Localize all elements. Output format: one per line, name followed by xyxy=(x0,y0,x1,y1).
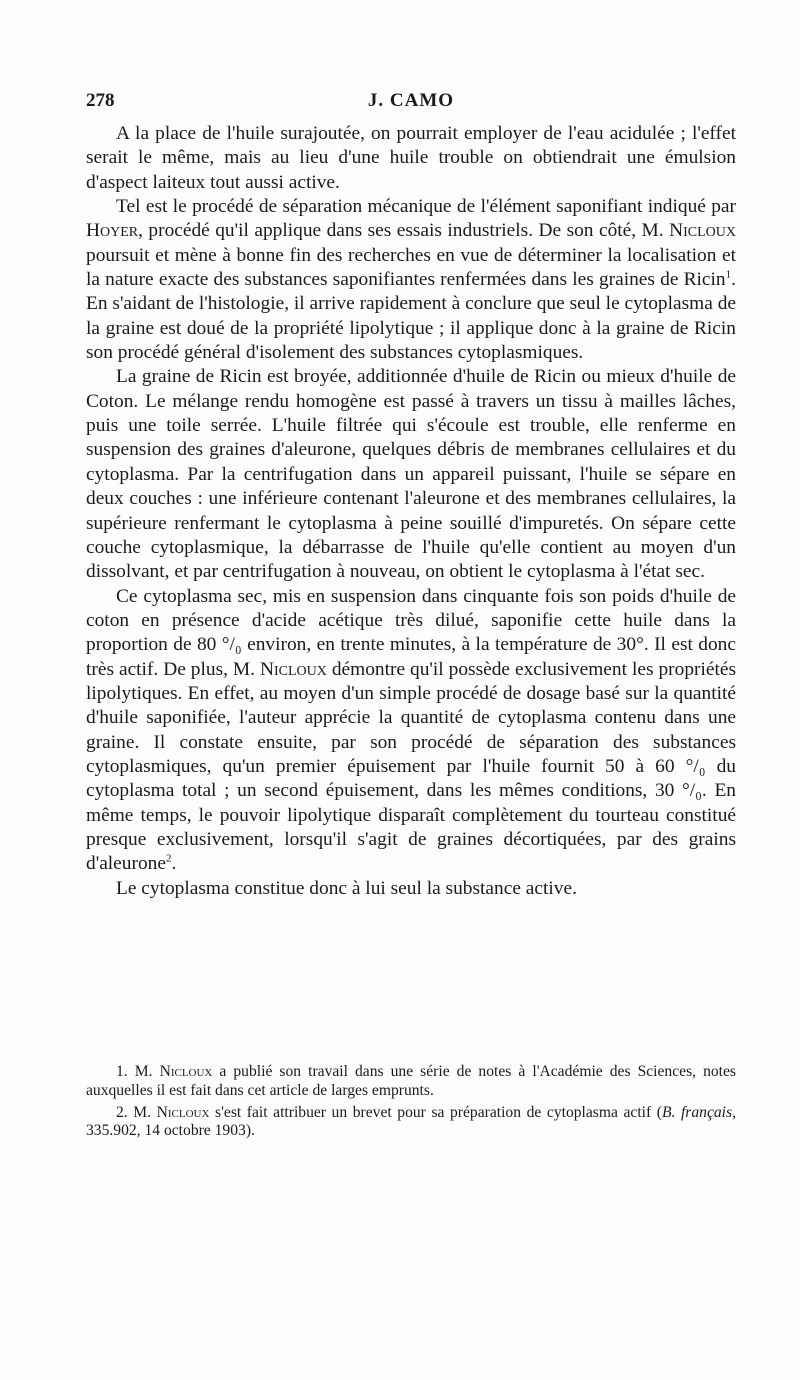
page-header xyxy=(86,90,736,120)
body-text xyxy=(86,122,736,901)
author-name: Nicloux xyxy=(259,658,327,680)
footnotes xyxy=(86,1063,736,1144)
footnote-ref-1: 1 xyxy=(725,268,732,281)
author-name: Nicloux xyxy=(156,1103,210,1121)
text-run: a publié son travail dans une série de notes à l'Académie des Sciences, notes auxquelles il est fait dans cet article de larges emprunts. xyxy=(86,1063,737,1099)
text-run: . En s'aidant de l'histologie, il arrive rapidement à conclure que seul le cytoplasma de la graine est doué de la propriété lipolytique ; il applique donc à la graine de Ricin son procédé général d'isolement des substances cytoplasmiques. xyxy=(86,269,736,364)
paragraph-3: La graine de Ricin est broyée, additionnée d'huile de Ricin ou mieux d'huile de Coton. Le mélange rendu homogène est passé à travers un tissu à mailles lâches, puis une toile serrée. L'huile filtrée qui s'écoule est trouble, elle renferme en suspension des graines d'aleurone, quelques débris de membranes cellulaires et du cytoplasma. Par la centrifugation dans un appareil puissant, l'huile se sépare en deux couches : une inférieure contenant l'aleurone et des membranes cellulaires, la supérieure renfermant le cytoplasma à peine souillé d'impuretés. On sépare cette couche cytoplasmique, la débarrasse de l'huile qu'elle contient au moyen d'un dissolvant, et par centrifugation à nouveau, on obtient le cytoplasma à l'état sec. xyxy=(86,366,736,583)
author-name: Nicloux xyxy=(669,220,736,242)
paragraph-2 xyxy=(86,195,736,365)
author-name: Hoyer xyxy=(86,220,139,242)
running-head: J. CAMO xyxy=(367,90,455,111)
author-name: Nicloux xyxy=(159,1063,213,1080)
footnote-ref-2: 2 xyxy=(165,852,172,865)
paragraph-5: Le cytoplasma constitue donc à lui seul la substance active. xyxy=(116,877,577,899)
text-run: Tel est le procédé de séparation mécanique de l'élément saponifiant indiqué par xyxy=(116,196,736,218)
text-run: . xyxy=(171,853,177,875)
patent-reference: B. français xyxy=(661,1103,733,1121)
footnote-number: 2. M. xyxy=(116,1103,157,1121)
text-run: poursuit et mène à bonne fin des recherches en vue de déterminer la localisation et la nature exacte des substances saponifiantes renfermées dans les graines de Ricin xyxy=(86,244,736,291)
text-run: démontre qu'il possède exclusivement les propriétés lipolytiques. En effet, au moyen d'un simple procédé de dosage basé sur la quantité d'huile saponifiée, l'auteur apprécie la quantité de cytoplasma contenu dans une graine. Il constate ensuite, par son procédé de séparation des substances cytoplasmiques, qu'un premier épuisement par l'huile fournit 50 à 60 °/₀ du cytoplasma total ; un second épuisement, dans les mêmes conditions, 30 °/₀. En même temps, le pouvoir lipolytique disparaît complètement du tourteau constitué presque exclusivement, lorsqu'il s'agit de graines décortiquées, par des grains d'aleurone xyxy=(86,658,736,875)
footnote-2 xyxy=(86,1104,736,1142)
text-run: Ce cytoplasma sec, mis en suspension dans cinquante fois son poids d'huile de coton en présence d'acide acétique très dilué, saponifie cette huile dans la proportion de 80 °/₀ environ, en trente minutes, à la température de 30°. Il est donc très actif. De plus, M. xyxy=(86,585,736,680)
page-number: 278 xyxy=(86,90,115,111)
paragraph-1: A la place de l'huile surajoutée, on pourrait employer de l'eau acidulée ; l'effet serait le même, mais au lieu d'une huile trouble on obtiendrait une émulsion d'aspect laiteux tout aussi active. xyxy=(86,123,736,193)
text-run: , procédé qu'il applique dans ses essais industriels. De son côté, M. xyxy=(138,220,670,242)
footnote-1 xyxy=(86,1063,736,1101)
footnote-number: 1. M. xyxy=(116,1063,160,1080)
text-run: s'est fait attribuer un brevet pour sa préparation de cytoplasma actif ( xyxy=(209,1103,662,1121)
paragraph-4 xyxy=(86,585,736,877)
text-run: , 335.902, 14 octobre 1903). xyxy=(86,1103,736,1140)
